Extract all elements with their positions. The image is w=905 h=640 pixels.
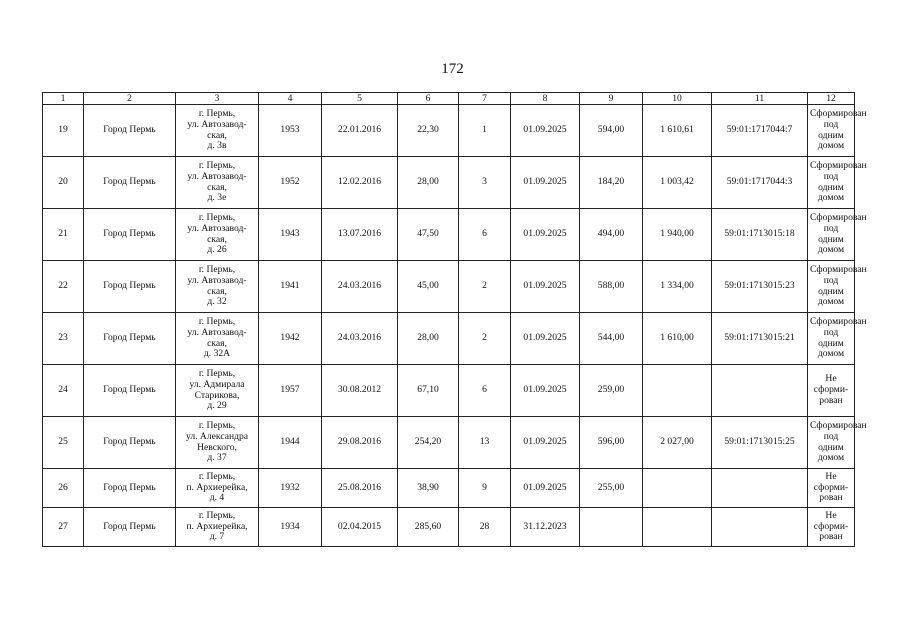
deadline-cell: 01.09.2025 bbox=[511, 209, 580, 261]
table-row bbox=[43, 261, 855, 313]
date-cell: 24.03.2016 bbox=[322, 313, 398, 365]
cadastral-number-cell: 59:01:1713015:25 bbox=[712, 417, 808, 469]
table-row bbox=[43, 469, 855, 508]
land-status-cell-line: Сформирован bbox=[810, 108, 867, 120]
count-cell: 6 bbox=[459, 365, 511, 417]
address-cell-line: г. Пермь, bbox=[198, 212, 236, 224]
address-cell-line: г. Пермь, bbox=[198, 368, 236, 380]
column-header-9: 9 bbox=[580, 93, 643, 105]
column-header-7: 7 bbox=[459, 93, 511, 105]
municipality-cell: Город Пермь bbox=[84, 105, 176, 157]
area-cell: 38,90 bbox=[398, 469, 459, 508]
address-cell-line: Невского, bbox=[197, 441, 237, 453]
land-status-cell-line: домом bbox=[817, 296, 845, 308]
address-cell-line: д. 26 bbox=[207, 244, 227, 256]
address-cell-line: д. 3е bbox=[207, 192, 227, 204]
address-cell-line: Старикова, bbox=[194, 389, 240, 401]
land-status-cell-line: под одним bbox=[818, 326, 844, 349]
count-cell: 1 bbox=[459, 105, 511, 157]
land-status-cell-line: под одним bbox=[818, 118, 844, 141]
table-row bbox=[43, 157, 855, 209]
deadline-cell: 01.09.2025 bbox=[511, 105, 580, 157]
area-cell: 67,10 bbox=[398, 365, 459, 417]
address-cell-line: п. Архиерейка, bbox=[186, 520, 248, 532]
land-area-cell: 259,00 bbox=[580, 365, 643, 417]
address-cell-line: ул. Адмирала bbox=[189, 378, 245, 390]
date-cell: 30.08.2012 bbox=[322, 365, 398, 417]
address-cell bbox=[176, 313, 259, 365]
area-cell: 254,20 bbox=[398, 417, 459, 469]
address-cell bbox=[176, 105, 259, 157]
land-status-cell-line: под одним bbox=[818, 170, 844, 193]
municipality-cell: Город Пермь bbox=[84, 209, 176, 261]
column-header-6: 6 bbox=[398, 93, 459, 105]
year-built-cell: 1943 bbox=[259, 209, 322, 261]
year-built-cell: 1944 bbox=[259, 417, 322, 469]
column-header-10: 10 bbox=[643, 93, 712, 105]
address-cell-line: ская, bbox=[207, 337, 227, 349]
address-cell-line: ул. Автозавод- bbox=[187, 118, 247, 130]
address-cell-line: ская, bbox=[207, 285, 227, 297]
municipality-cell: Город Пермь bbox=[84, 469, 176, 508]
count-cell: 28 bbox=[459, 508, 511, 547]
land-area-cell bbox=[580, 508, 643, 547]
land-area-cell: 594,00 bbox=[580, 105, 643, 157]
cadastral-number-cell: 59:01:1717044:7 bbox=[712, 105, 808, 157]
cadastral-number-cell bbox=[712, 469, 808, 508]
cadastral-number-cell: 59:01:1717044:3 bbox=[712, 157, 808, 209]
area-cell: 28,00 bbox=[398, 313, 459, 365]
address-cell-line: г. Пермь, bbox=[198, 108, 236, 120]
address-cell-line: д. 32А bbox=[203, 348, 231, 360]
address-cell-line: д. 3в bbox=[207, 140, 227, 152]
value-cell: 1 610,61 bbox=[643, 105, 712, 157]
column-header-1: 1 bbox=[43, 93, 84, 105]
address-cell bbox=[176, 157, 259, 209]
area-cell: 22,30 bbox=[398, 105, 459, 157]
year-built-cell: 1942 bbox=[259, 313, 322, 365]
address-cell-line: г. Пермь, bbox=[198, 316, 236, 328]
value-cell: 1 334,00 bbox=[643, 261, 712, 313]
row-number-cell: 20 bbox=[43, 157, 84, 209]
value-cell: 1 940,00 bbox=[643, 209, 712, 261]
value-cell bbox=[643, 365, 712, 417]
deadline-cell: 01.09.2025 bbox=[511, 469, 580, 508]
year-built-cell: 1934 bbox=[259, 508, 322, 547]
value-cell bbox=[643, 508, 712, 547]
land-status-cell-line: под одним bbox=[818, 274, 844, 297]
value-cell: 1 003,42 bbox=[643, 157, 712, 209]
date-cell: 22.01.2016 bbox=[322, 105, 398, 157]
area-cell: 28,00 bbox=[398, 157, 459, 209]
land-status-cell-line: Сформирован bbox=[810, 264, 867, 276]
area-cell: 47,50 bbox=[398, 209, 459, 261]
address-cell bbox=[176, 261, 259, 313]
land-status-cell bbox=[808, 508, 855, 547]
address-cell-line: ская, bbox=[207, 129, 227, 141]
municipality-cell: Город Пермь bbox=[84, 417, 176, 469]
address-cell-line: д. 32 bbox=[207, 296, 227, 308]
table-row bbox=[43, 209, 855, 261]
table-row bbox=[43, 313, 855, 365]
count-cell: 2 bbox=[459, 261, 511, 313]
address-cell-line: п. Архиерейка, bbox=[186, 481, 248, 493]
address-cell-line: ул. Автозавод- bbox=[187, 222, 247, 234]
column-header-2: 2 bbox=[84, 93, 176, 105]
year-built-cell: 1957 bbox=[259, 365, 322, 417]
land-status-cell bbox=[808, 261, 867, 313]
land-status-cell-line: рован bbox=[819, 531, 843, 543]
column-header-3: 3 bbox=[176, 93, 259, 105]
count-cell: 13 bbox=[459, 417, 511, 469]
land-status-cell bbox=[808, 417, 867, 469]
deadline-cell: 01.09.2025 bbox=[511, 157, 580, 209]
address-cell-line: д. 4 bbox=[209, 492, 225, 504]
address-cell bbox=[176, 508, 259, 547]
address-cell-line: ская, bbox=[207, 181, 227, 193]
municipality-cell: Город Пермь bbox=[84, 508, 176, 547]
count-cell: 2 bbox=[459, 313, 511, 365]
area-cell: 285,60 bbox=[398, 508, 459, 547]
area-cell: 45,00 bbox=[398, 261, 459, 313]
land-status-cell bbox=[808, 469, 855, 508]
cadastral-number-cell: 59:01:1713015:18 bbox=[712, 209, 808, 261]
value-cell: 2 027,00 bbox=[643, 417, 712, 469]
column-header-11: 11 bbox=[712, 93, 808, 105]
land-status-cell-line: под одним bbox=[818, 222, 844, 245]
land-area-cell: 588,00 bbox=[580, 261, 643, 313]
land-status-cell-line: рован bbox=[819, 394, 843, 406]
land-status-cell bbox=[808, 313, 867, 365]
year-built-cell: 1952 bbox=[259, 157, 322, 209]
address-cell bbox=[176, 365, 259, 417]
header-row bbox=[43, 93, 855, 105]
date-cell: 25.08.2016 bbox=[322, 469, 398, 508]
land-area-cell: 544,00 bbox=[580, 313, 643, 365]
land-area-cell: 184,20 bbox=[580, 157, 643, 209]
housing-registry-table bbox=[42, 92, 867, 547]
address-cell bbox=[176, 469, 259, 508]
year-built-cell: 1941 bbox=[259, 261, 322, 313]
date-cell: 29.08.2016 bbox=[322, 417, 398, 469]
date-cell: 12.02.2016 bbox=[322, 157, 398, 209]
land-status-cell-line: домом bbox=[817, 192, 845, 204]
land-status-cell-line: Сформирован bbox=[810, 316, 867, 328]
municipality-cell: Город Пермь bbox=[84, 157, 176, 209]
land-area-cell: 596,00 bbox=[580, 417, 643, 469]
land-status-cell-line: домом bbox=[817, 140, 845, 152]
count-cell: 9 bbox=[459, 469, 511, 508]
cadastral-number-cell: 59:01:1713015:21 bbox=[712, 313, 808, 365]
column-header-4: 4 bbox=[259, 93, 322, 105]
column-header-8: 8 bbox=[511, 93, 580, 105]
land-status-cell bbox=[808, 105, 867, 157]
land-status-cell-line: домом bbox=[817, 244, 845, 256]
cadastral-number-cell: 59:01:1713015:23 bbox=[712, 261, 808, 313]
deadline-cell: 31.12.2023 bbox=[511, 508, 580, 547]
value-cell: 1 610,00 bbox=[643, 313, 712, 365]
deadline-cell: 01.09.2025 bbox=[511, 417, 580, 469]
year-built-cell: 1953 bbox=[259, 105, 322, 157]
municipality-cell: Город Пермь bbox=[84, 261, 176, 313]
land-status-cell-line: домом bbox=[817, 452, 845, 464]
address-cell-line: г. Пермь, bbox=[198, 509, 236, 521]
count-cell: 3 bbox=[459, 157, 511, 209]
count-cell: 6 bbox=[459, 209, 511, 261]
row-number-cell: 27 bbox=[43, 508, 84, 547]
date-cell: 02.04.2015 bbox=[322, 508, 398, 547]
column-header-5: 5 bbox=[322, 93, 398, 105]
land-status-cell bbox=[808, 209, 867, 261]
row-number-cell: 19 bbox=[43, 105, 84, 157]
land-status-cell-line: под одним bbox=[818, 430, 844, 453]
land-status-cell-line: Не сформи- bbox=[813, 470, 849, 493]
table-row bbox=[43, 508, 855, 547]
table-body bbox=[43, 105, 867, 547]
deadline-cell: 01.09.2025 bbox=[511, 313, 580, 365]
address-cell-line: г. Пермь, bbox=[198, 420, 236, 432]
value-cell bbox=[643, 469, 712, 508]
table-row bbox=[43, 105, 855, 157]
deadline-cell: 01.09.2025 bbox=[511, 261, 580, 313]
row-number-cell: 23 bbox=[43, 313, 84, 365]
address-cell bbox=[176, 209, 259, 261]
address-cell-line: д. 7 bbox=[209, 531, 225, 543]
address-cell-line: ул. Александра bbox=[185, 430, 249, 442]
row-number-cell: 25 bbox=[43, 417, 84, 469]
address-cell-line: ул. Автозавод- bbox=[187, 326, 247, 338]
date-cell: 24.03.2016 bbox=[322, 261, 398, 313]
land-area-cell: 494,00 bbox=[580, 209, 643, 261]
land-status-cell-line: Сформирован bbox=[810, 160, 867, 172]
land-status-cell-line: Сформирован bbox=[810, 420, 867, 432]
land-status-cell-line: Сформирован bbox=[810, 212, 867, 224]
land-status-cell-line: домом bbox=[817, 348, 845, 360]
address-cell-line: г. Пермь, bbox=[198, 160, 236, 172]
address-cell bbox=[176, 417, 259, 469]
address-cell-line: г. Пермь, bbox=[198, 470, 236, 482]
address-cell-line: ская, bbox=[207, 233, 227, 245]
address-cell-line: ул. Автозавод- bbox=[187, 274, 247, 286]
cadastral-number-cell bbox=[712, 365, 808, 417]
row-number-cell: 24 bbox=[43, 365, 84, 417]
land-status-cell-line: рован bbox=[819, 492, 843, 504]
year-built-cell: 1932 bbox=[259, 469, 322, 508]
land-status-cell-line: Не сформи- bbox=[813, 509, 849, 532]
land-status-cell bbox=[808, 365, 855, 417]
municipality-cell: Город Пермь bbox=[84, 365, 176, 417]
address-cell-line: д. 29 bbox=[207, 400, 227, 412]
table-row bbox=[43, 417, 855, 469]
column-header-12: 12 bbox=[808, 93, 855, 105]
row-number-cell: 21 bbox=[43, 209, 84, 261]
table-row bbox=[43, 365, 855, 417]
cadastral-number-cell bbox=[712, 508, 808, 547]
address-cell-line: г. Пермь, bbox=[198, 264, 236, 276]
address-cell-line: ул. Автозавод- bbox=[187, 170, 247, 182]
land-status-cell-line: Не сформи- bbox=[813, 373, 849, 396]
land-status-cell bbox=[808, 157, 867, 209]
row-number-cell: 26 bbox=[43, 469, 84, 508]
page-number: 172 bbox=[441, 61, 464, 77]
date-cell: 13.07.2016 bbox=[322, 209, 398, 261]
address-cell-line: д. 37 bbox=[207, 452, 227, 464]
municipality-cell: Город Пермь bbox=[84, 313, 176, 365]
land-area-cell: 255,00 bbox=[580, 469, 643, 508]
deadline-cell: 01.09.2025 bbox=[511, 365, 580, 417]
row-number-cell: 22 bbox=[43, 261, 84, 313]
